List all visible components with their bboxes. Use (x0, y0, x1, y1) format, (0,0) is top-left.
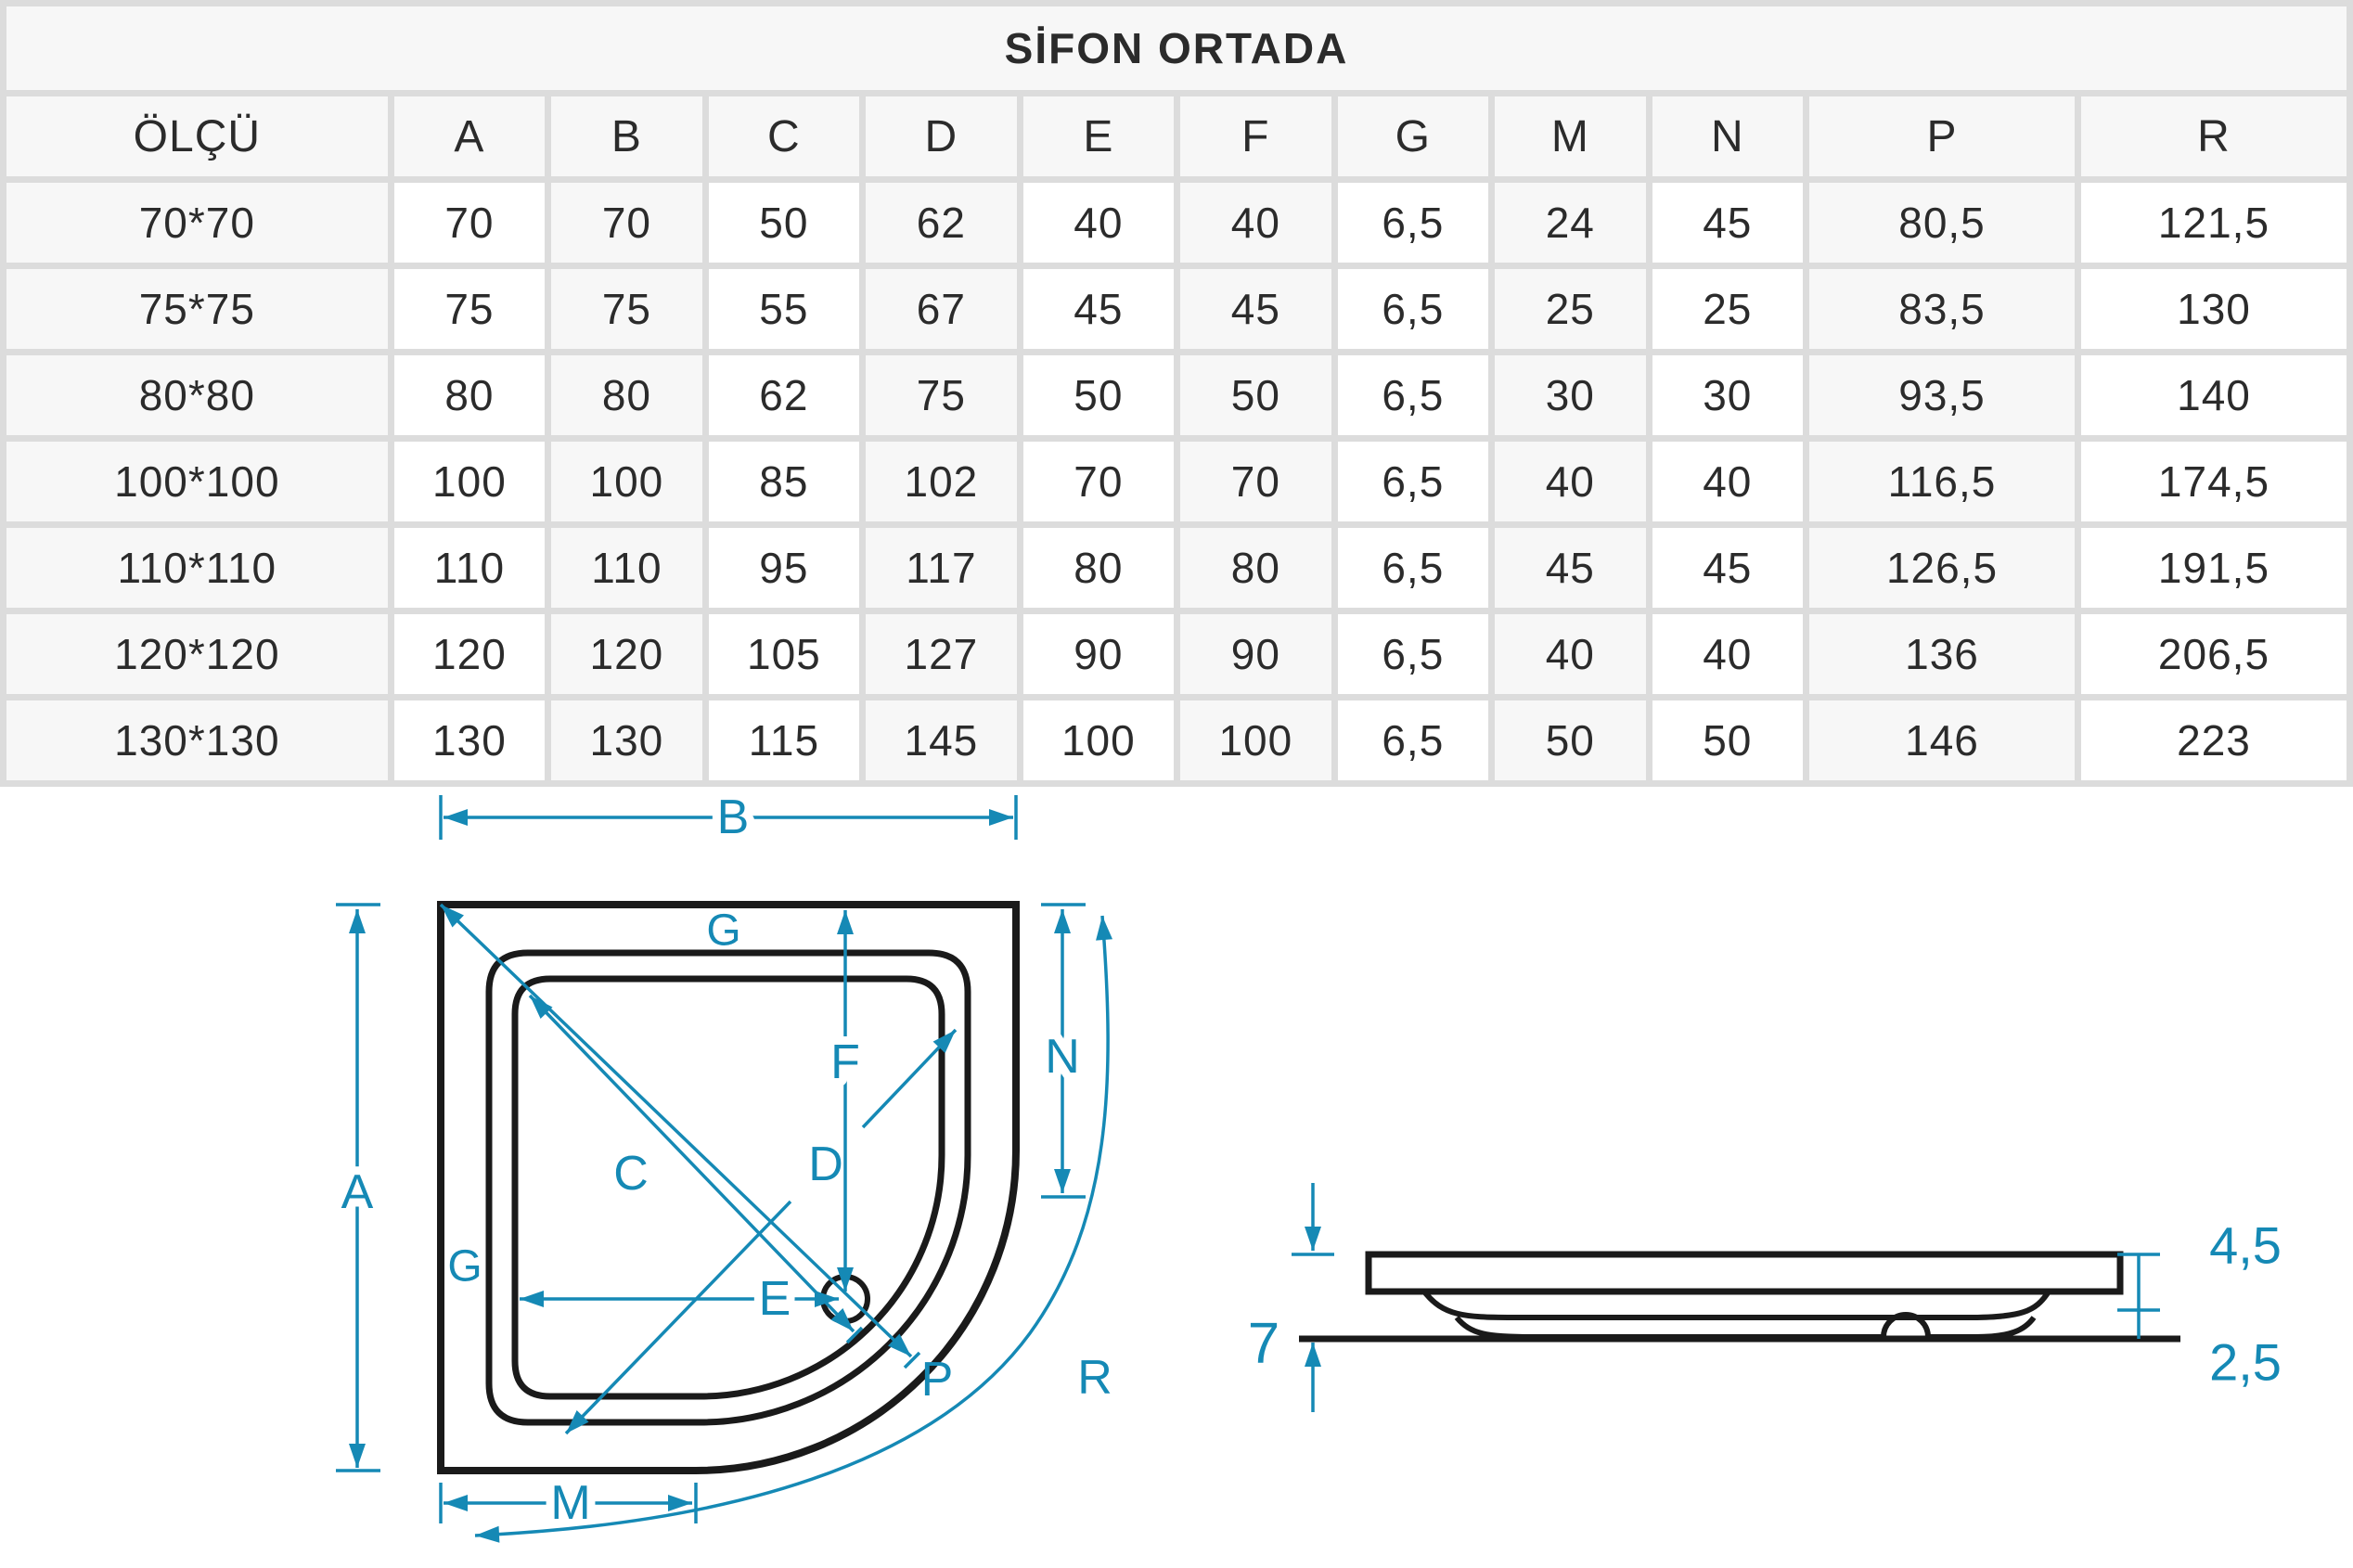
table-row (6, 614, 2347, 694)
dim-label-r: R (1077, 1351, 1112, 1405)
value-cell: 146 (1809, 700, 2075, 780)
size-cell: 80*80 (6, 355, 388, 435)
value-cell: 50 (1652, 700, 1803, 780)
value-cell: 6,5 (1338, 269, 1488, 349)
column-header-n: N (1652, 96, 1803, 176)
value-cell: 120 (551, 614, 701, 694)
value-cell: 136 (1809, 614, 2075, 694)
value-cell: 90 (1023, 614, 1174, 694)
dim-label-g-left: G (447, 1241, 482, 1292)
value-cell: 110 (551, 528, 701, 608)
value-cell: 50 (1180, 355, 1331, 435)
dim-label-g-top: G (706, 906, 741, 956)
dim-line-c (530, 996, 854, 1331)
value-cell: 30 (1652, 355, 1803, 435)
value-cell: 127 (866, 614, 1016, 694)
size-cell: 70*70 (6, 183, 388, 263)
value-cell: 55 (709, 269, 859, 349)
value-cell: 117 (866, 528, 1016, 608)
column-header-r: R (2081, 96, 2347, 176)
size-cell: 100*100 (6, 442, 388, 521)
dim-label-p: P (920, 1353, 954, 1407)
value-cell: 6,5 (1338, 183, 1488, 263)
dim-label-n: N (1045, 1030, 1080, 1084)
value-cell: 102 (866, 442, 1016, 521)
value-cell: 120 (394, 614, 545, 694)
value-cell: 40 (1652, 614, 1803, 694)
value-cell: 62 (866, 183, 1016, 263)
value-cell: 80 (394, 355, 545, 435)
value-cell: 30 (1495, 355, 1645, 435)
value-cell: 223 (2081, 700, 2347, 780)
value-cell: 24 (1495, 183, 1645, 263)
value-cell: 50 (709, 183, 859, 263)
value-cell: 40 (1180, 183, 1331, 263)
value-cell: 70 (1180, 442, 1331, 521)
column-header-g: G (1338, 96, 1488, 176)
value-cell: 80 (1023, 528, 1174, 608)
value-cell: 110 (394, 528, 545, 608)
value-cell: 40 (1495, 614, 1645, 694)
size-cell: 75*75 (6, 269, 388, 349)
value-cell: 45 (1023, 269, 1174, 349)
tray-basin-outline (515, 979, 942, 1396)
value-cell: 25 (1495, 269, 1645, 349)
value-cell: 130 (2081, 269, 2347, 349)
column-header-d: D (866, 96, 1016, 176)
value-cell: 6,5 (1338, 528, 1488, 608)
value-cell: 40 (1023, 183, 1174, 263)
side-pan-upper-line (1424, 1292, 2049, 1317)
top-view-drawing (306, 784, 1188, 1568)
dim-label-rim-thickness: 4,5 (2209, 1215, 2282, 1275)
value-cell: 62 (709, 355, 859, 435)
size-cell: 130*130 (6, 700, 388, 780)
dim-label-b: B (716, 790, 750, 844)
value-cell: 80 (1180, 528, 1331, 608)
table-row (6, 183, 2347, 263)
value-cell: 105 (709, 614, 859, 694)
side-view-drawing (1234, 1141, 2353, 1457)
page-title: SİFON ORTADA (6, 6, 2347, 90)
value-cell: 145 (866, 700, 1016, 780)
value-cell: 45 (1652, 528, 1803, 608)
value-cell: 6,5 (1338, 700, 1488, 780)
value-cell: 80,5 (1809, 183, 2075, 263)
value-cell: 83,5 (1809, 269, 2075, 349)
value-cell: 6,5 (1338, 614, 1488, 694)
value-cell: 95 (709, 528, 859, 608)
value-cell: 67 (866, 269, 1016, 349)
dim-label-total-height: 7 (1247, 1311, 1280, 1376)
dim-label-c: C (613, 1147, 649, 1201)
value-cell: 100 (1180, 700, 1331, 780)
value-cell: 116,5 (1809, 442, 2075, 521)
value-cell: 206,5 (2081, 614, 2347, 694)
column-header-f: F (1180, 96, 1331, 176)
column-header-m: M (1495, 96, 1645, 176)
value-cell: 6,5 (1338, 355, 1488, 435)
column-header-b: B (551, 96, 701, 176)
value-cell: 45 (1652, 183, 1803, 263)
value-cell: 93,5 (1809, 355, 2075, 435)
column-header-c: C (709, 96, 859, 176)
tray-rim-inner-outline (489, 953, 968, 1422)
value-cell: 75 (394, 269, 545, 349)
column-header-a: A (394, 96, 545, 176)
dim-label-bottom-gap: 2,5 (2209, 1332, 2282, 1392)
value-cell: 25 (1652, 269, 1803, 349)
size-cell: 120*120 (6, 614, 388, 694)
value-cell: 90 (1180, 614, 1331, 694)
value-cell: 174,5 (2081, 442, 2347, 521)
dim-label-e: E (758, 1272, 791, 1326)
table-header-row (6, 96, 2347, 176)
column-header-e: E (1023, 96, 1174, 176)
value-cell: 130 (394, 700, 545, 780)
column-header-p: P (1809, 96, 2075, 176)
value-cell: 100 (394, 442, 545, 521)
dim-label-m: M (550, 1476, 591, 1530)
value-cell: 75 (551, 269, 701, 349)
value-cell: 50 (1023, 355, 1174, 435)
side-rim-profile (1369, 1254, 2120, 1292)
value-cell: 6,5 (1338, 442, 1488, 521)
value-cell: 50 (1495, 700, 1645, 780)
size-cell: 110*110 (6, 528, 388, 608)
dim-line-p (441, 905, 911, 1356)
value-cell: 45 (1495, 528, 1645, 608)
dim-label-a: A (341, 1165, 374, 1219)
table-row (6, 269, 2347, 349)
table-row (6, 442, 2347, 521)
dim-tick (905, 1353, 919, 1368)
value-cell: 85 (709, 442, 859, 521)
dim-label-d: D (808, 1137, 843, 1191)
table-row (6, 700, 2347, 780)
value-cell: 121,5 (2081, 183, 2347, 263)
value-cell: 115 (709, 700, 859, 780)
value-cell: 75 (866, 355, 1016, 435)
value-cell: 191,5 (2081, 528, 2347, 608)
column-header-ölçü: ÖLÇÜ (6, 96, 388, 176)
value-cell: 100 (551, 442, 701, 521)
dim-label-f: F (830, 1035, 860, 1089)
value-cell: 70 (1023, 442, 1174, 521)
value-cell: 80 (551, 355, 701, 435)
value-cell: 40 (1652, 442, 1803, 521)
value-cell: 45 (1180, 269, 1331, 349)
value-cell: 70 (394, 183, 545, 263)
value-cell: 70 (551, 183, 701, 263)
table-row (6, 355, 2347, 435)
value-cell: 100 (1023, 700, 1174, 780)
table-title-row (6, 6, 2347, 90)
value-cell: 40 (1495, 442, 1645, 521)
value-cell: 140 (2081, 355, 2347, 435)
table-body (6, 183, 2347, 780)
value-cell: 126,5 (1809, 528, 2075, 608)
value-cell: 130 (551, 700, 701, 780)
table-row (6, 528, 2347, 608)
